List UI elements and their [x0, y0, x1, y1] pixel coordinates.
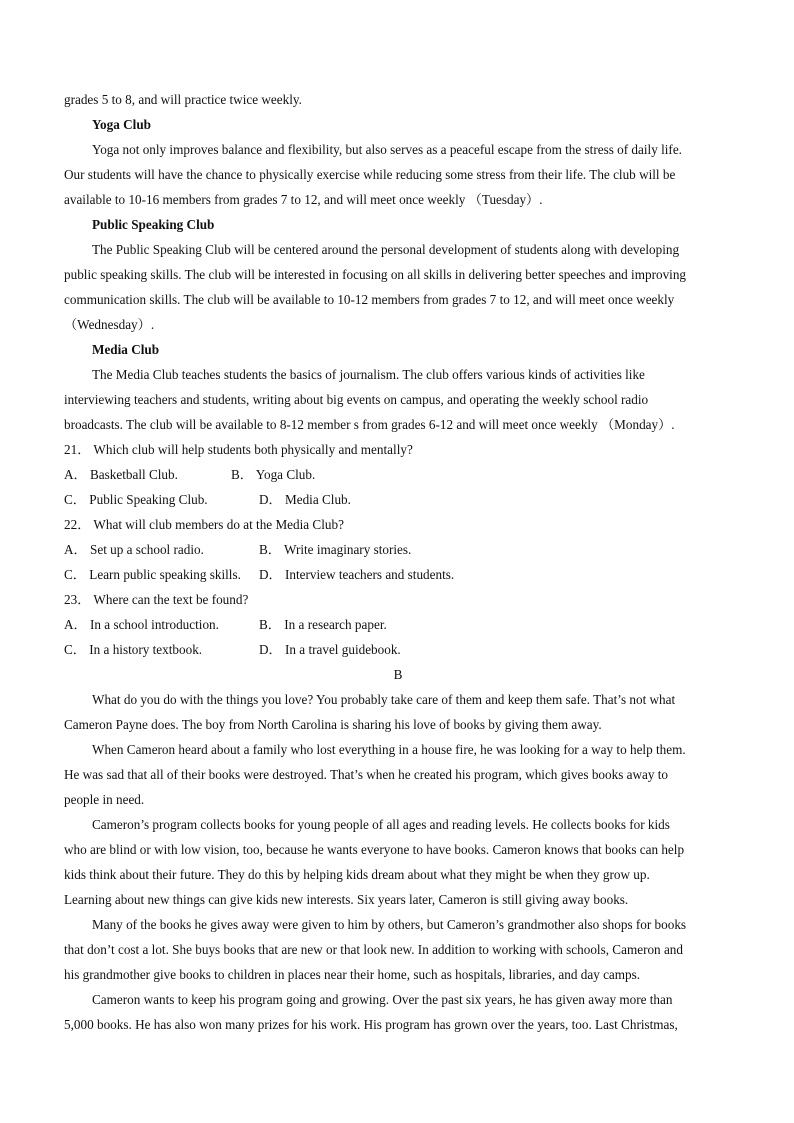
intro-tail-line: grades 5 to 8, and will practice twice weekly. [64, 92, 302, 107]
option-a[interactable]: A． Basketball Club. [64, 467, 178, 482]
public-speaking-line: （Wednesday）. [64, 317, 155, 332]
option-c[interactable]: C． Public Speaking Club. [64, 492, 208, 507]
passage-b-line: Cameron’s program collects books for young people of all ages and reading levels. He collects books for kids [92, 817, 670, 832]
question-22-options-row [64, 562, 732, 587]
option-c[interactable]: C． Learn public speaking skills. [64, 567, 241, 582]
option-d[interactable]: D． Media Club. [259, 492, 351, 507]
passage-b-line: What do you do with the things you love? You probably take care of them and keep them safe. That’s not what [92, 692, 676, 707]
option-a[interactable]: A． Set up a school radio. [64, 542, 204, 557]
passage-b-label: B [393, 667, 403, 682]
yoga-club-heading: Yoga Club [92, 117, 151, 132]
media-line: The Media Club teaches students the basics of journalism. The club offers various kinds of activities like [92, 367, 645, 382]
question-22-stem: 22． What will club members do at the Media Club? [64, 517, 344, 532]
passage-b-line: people in need. [64, 792, 145, 807]
question-21-stem: 21． Which club will help students both physically and mentally? [64, 442, 413, 457]
option-d[interactable]: D． Interview teachers and students. [259, 567, 455, 582]
option-d[interactable]: D． In a travel guidebook. [259, 642, 401, 657]
passage-b-line: that don’t cost a lot. She buys books that are new or that look new. In addition to working with schools, Cameron and [64, 942, 683, 957]
question-23-options-row [64, 612, 732, 637]
public-speaking-line: The Public Speaking Club will be centered around the personal development of students along with developing [92, 242, 680, 257]
passage-b-line: 5,000 books. He has also won many prizes for his work. His program has grown over the years, too. Last Christmas, [64, 1017, 678, 1032]
option-a[interactable]: A． In a school introduction. [64, 617, 219, 632]
yoga-line: available to 10-16 members from grades 7 to 12, and will meet once weekly （Tuesday）. [64, 192, 543, 207]
passage-b-line: kids think about their future. They do this by helping kids dream about what they might be when they grow up. [64, 867, 650, 882]
question-21-options-row [64, 487, 732, 512]
option-b[interactable]: B． Yoga Club. [231, 467, 316, 482]
passage-b-line: He was sad that all of their books were destroyed. That’s when he created his program, which gives books away to [64, 767, 669, 782]
question-23-options-row [64, 637, 732, 662]
passage-b-line: his grandmother give books to children in places near their home, such as hospitals, libraries, and day camps. [64, 967, 641, 982]
option-c[interactable]: C． In a history textbook. [64, 642, 203, 657]
question-23-stem: 23． Where can the text be found? [64, 592, 249, 607]
media-line: broadcasts. The club will be available to 8-12 member s from grades 6-12 and will meet once weekly （Monday）. [64, 417, 675, 432]
yoga-line: Yoga not only improves balance and flexibility, but also serves as a peaceful escape from the stress of daily life. [92, 142, 682, 157]
public-speaking-line: communication skills. The club will be available to 10-12 members from grades 7 to 12, and will meet once weekly [64, 292, 675, 307]
media-line: interviewing teachers and students, writing about big events on campus, and operating the weekly school radio [64, 392, 649, 407]
passage-b-line: Many of the books he gives away were given to him by others, but Cameron’s grandmother also shops for books [92, 917, 687, 932]
public-speaking-line: public speaking skills. The club will be interested in focusing on all skills in delivering better speeches and improving [64, 267, 687, 282]
passage-b-line: Cameron Payne does. The boy from North Carolina is sharing his love of books by giving them away. [64, 717, 602, 732]
option-b[interactable]: B． In a research paper. [259, 617, 387, 632]
passage-b-line: When Cameron heard about a family who lost everything in a house fire, he was looking for a way to help them. [92, 742, 686, 757]
document-page [64, 87, 732, 1037]
passage-b-line: Cameron wants to keep his program going and growing. Over the past six years, he has given away more than [92, 992, 673, 1007]
question-21-options-row [64, 462, 732, 487]
public-speaking-club-heading: Public Speaking Club [92, 217, 215, 232]
yoga-line: Our students will have the chance to physically exercise while reducing some stress from their life. The club will be [64, 167, 676, 182]
question-22-options-row [64, 537, 732, 562]
passage-b-line: who are blind or with low vision, too, because he wants everyone to have books. Cameron knows that books can help [64, 842, 685, 857]
option-b[interactable]: B． Write imaginary stories. [259, 542, 412, 557]
media-club-heading: Media Club [92, 342, 160, 357]
passage-b-line: Learning about new things can give kids new interests. Six years later, Cameron is still giving away books. [64, 892, 629, 907]
